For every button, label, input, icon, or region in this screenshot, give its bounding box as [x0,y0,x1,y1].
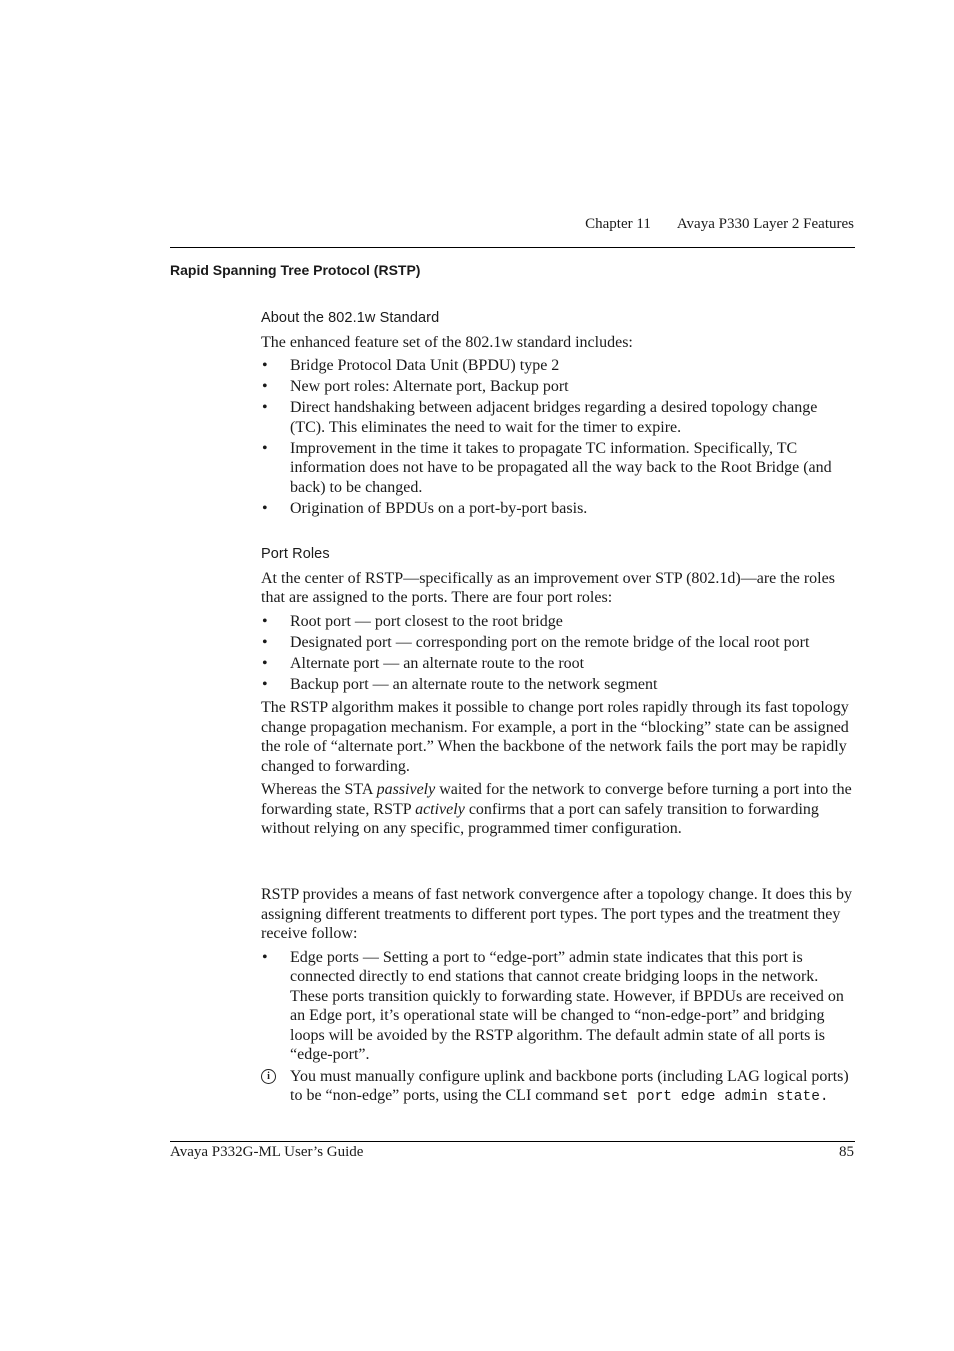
emphasis-actively: actively [415,800,465,818]
bullet-icon: • [262,633,268,651]
bullet-icon: • [262,612,268,630]
section-title: Rapid Spanning Tree Protocol (RSTP) [170,262,421,278]
list-item [261,356,855,376]
running-footer [170,1144,854,1161]
note-text: You must manually configure uplink and backbone ports (including LAG logical ports) to be “non-edge” ports, using the CLI command [290,1067,849,1104]
list-item [261,654,855,674]
list-item-text: Origination of BPDUs on a port-by-port basis. [290,499,588,517]
about-bullets [261,356,855,518]
list-item [261,439,855,498]
convergence-bullets [261,948,855,1065]
about-intro: The enhanced feature set of the 802.1w standard includes: [261,333,633,351]
port-roles-bullets [261,612,855,695]
list-item [261,675,855,695]
convergence-intro: RSTP provides a means of fast network convergence after a topology change. It does this by assigning different treatments to different port types. The port types and the treatment they receive follow: [261,886,852,942]
bullet-icon: • [262,439,268,457]
emphasis-passively: passively [376,781,436,798]
convergence-section [261,885,855,1108]
running-header [170,216,854,236]
list-item-text: Edge ports — Setting a port to “edge-port” admin state indicates that this port is connected directly to end stations that cannot create bridging loops in the network. These ports transition quickly to forwarding state. However, if BPDUs are received on an Edge port, it’s operational state will be changed to “non-edge-port” and bridging loops will be avoided by the RSTP algorithm. The default admin state of all ports is “edge-port”. [290,948,844,1063]
info-icon: i [261,1069,276,1084]
note-end: . [819,1089,829,1105]
bullet-icon: • [262,399,268,416]
port-roles-paragraph-2 [261,780,855,839]
list-item-text: Root port — port closest to the root bridge [290,612,563,630]
bullet-icon: • [262,378,268,395]
header-title: Avaya P330 Layer 2 Features [676,216,854,232]
cli-command: set port edge admin state [602,1089,820,1105]
list-item [261,398,855,437]
bullet-icon: • [262,654,268,672]
text-run: waited for the network to converge before turning a port into the forwarding state, RSTP [261,781,852,818]
bullet-icon: • [262,357,268,374]
list-item-text: Alternate port — an alternate route to the root [290,654,585,672]
page-number: 85 [839,1144,854,1160]
footer-guide-title: Avaya P332G-ML User’s Guide [170,1144,364,1160]
port-roles-paragraph-1: The RSTP algorithm makes it possible to change port roles rapidly through its fast topology change propagation mechanism. For example, a port in the “blocking” state can be assigned the role of “alternate port.” When the backbone of the network fails the port may be rapidly changed to forwarding. [261,699,849,775]
list-item [261,377,855,397]
list-item-text: Bridge Protocol Data Unit (BPDU) type 2 [290,357,560,374]
port-roles-section [261,545,855,839]
list-item-text: New port roles: Alternate port, Backup port [290,378,569,395]
list-item-text: Designated port — corresponding port on the remote bridge of the local root port [290,633,810,651]
header-chapter: Chapter 11 [585,216,651,232]
bullet-icon: • [262,499,268,517]
text-run: confirms that a port can safely transition to forwarding without relying on any specific, programmed timer configuration. [261,800,819,837]
port-roles-heading: Port Roles [261,546,330,562]
header-rule [170,247,855,248]
list-item [261,633,855,653]
note [261,1067,855,1108]
bullet-icon: • [262,675,268,693]
footer-rule [170,1141,855,1142]
list-item-text: Improvement in the time it takes to propagate TC information. Specifically, TC information does not have to be propagated all the way back to the Root Bridge (and back) to be changed. [290,439,832,496]
about-heading: About the 802.1w Standard [261,310,440,326]
list-item [261,948,855,1065]
list-item [261,612,855,632]
text-run: Whereas the STA [261,781,377,798]
list-item-text: Backup port — an alternate route to the network segment [290,675,658,693]
list-item [261,499,855,519]
bullet-icon: • [262,948,268,966]
about-section [261,309,855,518]
list-item-text: Direct handshaking between adjacent bridges regarding a desired topology change (TC). This eliminates the need to wait for the timer to expire. [290,399,818,436]
port-roles-intro: At the center of RSTP—specifically as an improvement over STP (802.1d)—are the roles that are assigned to the ports. There are four port roles: [261,569,835,606]
